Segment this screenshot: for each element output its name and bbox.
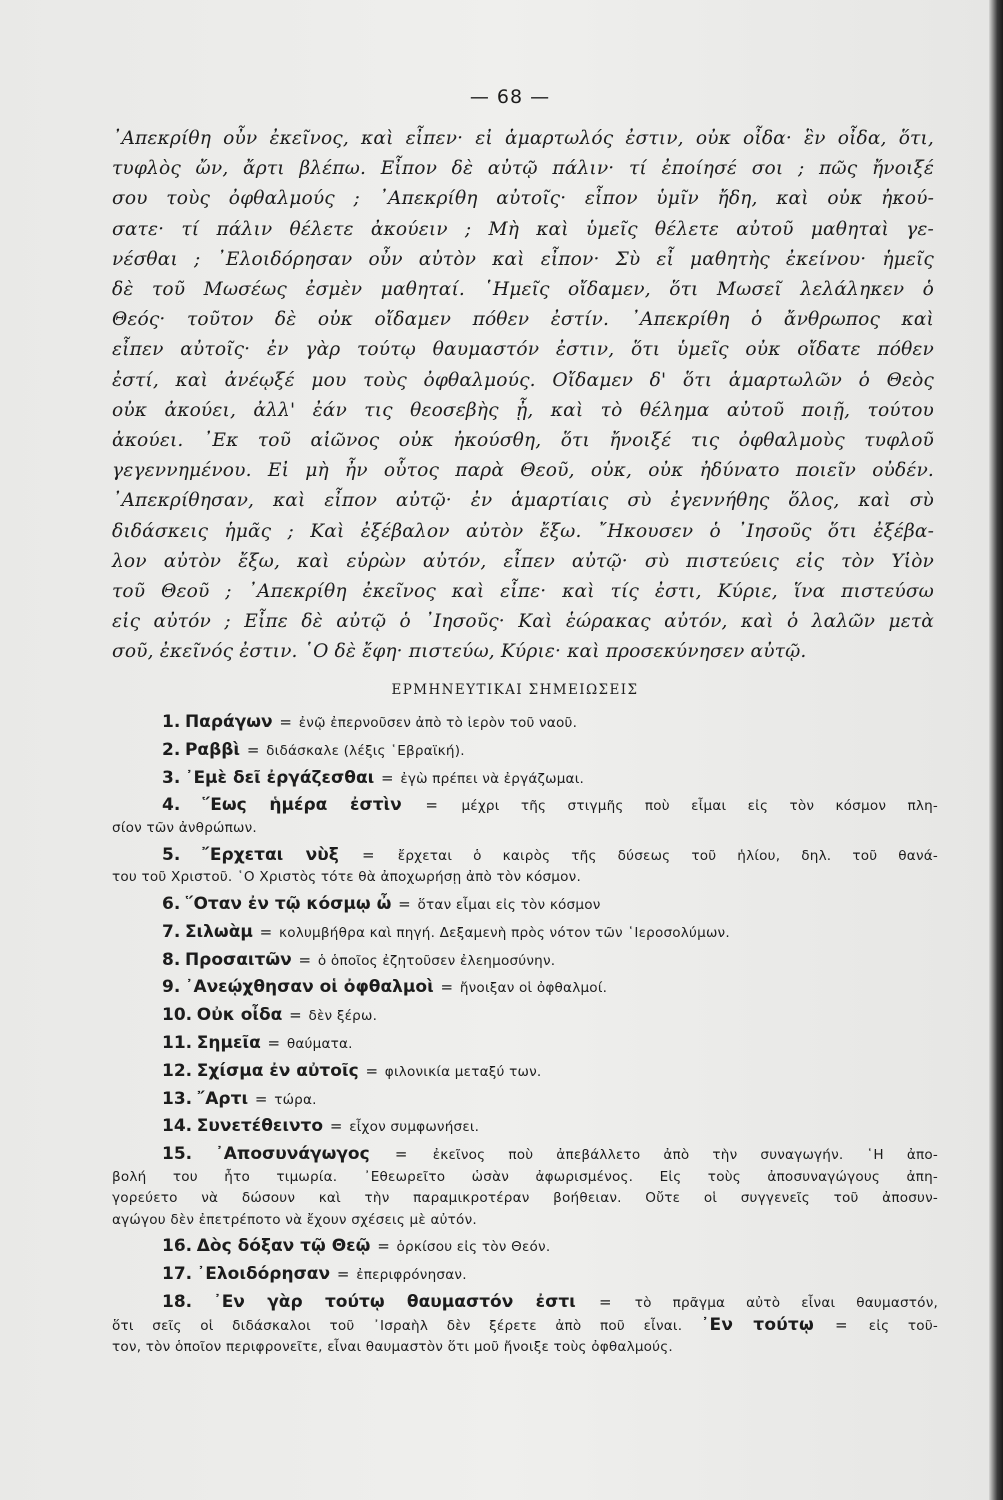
note-first-line [112, 845, 938, 868]
note-continuation-line [112, 1315, 938, 1338]
note-definition: διδάσκαλε (λέξις ῾Εβραϊκή). [266, 742, 465, 759]
note-term: Σιλωὰμ [184, 921, 253, 942]
equals-sign: = [332, 1265, 355, 1284]
note-item [112, 845, 938, 889]
note-term: ῎Αρτι [196, 1088, 249, 1109]
note-first-line [112, 922, 938, 945]
note-item [112, 1264, 938, 1287]
note-item [112, 740, 938, 763]
note-term: ᾿Αποσυνάγωγος [215, 1144, 370, 1165]
note-definition: ἐκεῖνος ποὺ ἀπεβάλλετο ἀπὸ τὴν συναγωγήν. ῾Η ἀπο- [432, 1147, 938, 1164]
note-first-line [112, 1089, 938, 1112]
passage-line: Θεός· τοῦτον δὲ οὐκ οἴδαμεν πόθεν ἐστίν. ᾿Απεκρίθη ὁ ἄνθρωπος καὶ [112, 309, 934, 331]
equals-sign: = [262, 1033, 285, 1052]
note-number: 11. [162, 1032, 193, 1053]
note-item [112, 1144, 938, 1231]
passage-line: ᾿Απεκρίθη οὖν ἐκεῖνος, καὶ εἶπεν· εἰ ἁμαρτωλός ἐστιν, οὐκ οἶδα· ἓν οἶδα, ὅτι, [112, 128, 934, 149]
note-number: 5. [162, 844, 181, 865]
note-first-line [112, 1116, 938, 1139]
note-number: 4. [162, 795, 181, 816]
note-term: Προσαιτῶν [184, 949, 292, 970]
note-term: Οὐκ οἶδα [196, 1005, 283, 1026]
passage-line: εἰς αὐτόν ; Εἶπε δὲ αὐτῷ ὁ ᾿Ιησοῦς· Καὶ ἑώρακας αὐτόν, καὶ ὁ λαλῶν μετὰ [112, 611, 934, 633]
equals-sign: = [577, 1293, 633, 1312]
equals-sign: = [372, 1237, 395, 1256]
note-first-line [112, 1264, 938, 1287]
note-number: 7. [162, 921, 181, 942]
page-binding-edge [989, 0, 1003, 1500]
equals-sign: = [250, 1089, 273, 1108]
note-continuation-line: τον, τὸν ὁποῖον περιφρονεῖτε, εἶναι θαυμαστὸν ὅτι μοῦ ἤνοιξε τοὺς ὀφθαλμούς. [112, 1339, 673, 1356]
note-first-line [112, 1144, 938, 1167]
note-definition: τώρα. [274, 1091, 317, 1108]
note-definition: ἔρχεται ὁ καιρὸς τῆς δύσεως τοῦ ἡλίου, δηλ. τοῦ θανά- [397, 847, 939, 864]
note-item [112, 1116, 938, 1139]
note-definition: ἤνοιξαν οἱ ὀφθαλμοί. [459, 980, 608, 997]
note-number: 6. [162, 893, 181, 914]
note-definition: ὁ ὁποῖος ἐζητοῦσεν ἐλεημοσύνην. [317, 952, 556, 969]
note-first-line [112, 1033, 938, 1056]
main-passage [112, 124, 934, 668]
equals-sign: = [254, 922, 278, 941]
note-item [112, 768, 938, 791]
note-subdefinition: εἰς τοῦ- [868, 1317, 938, 1334]
note-continuation-line: του τοῦ Χριστοῦ. ῾Ο Χριστὸς τότε θὰ ἀποχωρήσῃ ἀπὸ τὸν κόσμον. [112, 869, 581, 886]
note-definition: τὸ πρᾶγμα αὐτὸ εἶναι θαυμαστόν, [634, 1295, 939, 1312]
passage-line: γεγεννημένου. Εἰ μὴ ἦν οὗτος παρὰ Θεοῦ, οὐκ, οὐκ ἠδύνατο ποιεῖν οὐδέν. [112, 460, 934, 482]
equals-sign: = [393, 894, 416, 913]
equals-sign: = [360, 1061, 383, 1080]
note-continuation-line: σίον τῶν ἀνθρώπων. [112, 819, 257, 836]
equals-sign: = [435, 978, 458, 997]
note-number: 16. [162, 1236, 193, 1257]
note-definition: ἐπεριφρόνησαν. [356, 1267, 467, 1284]
note-item [112, 712, 938, 735]
note-number: 2. [162, 739, 181, 760]
note-item [112, 1292, 938, 1359]
passage-line: ᾿Απεκρίθησαν, καὶ εἶπον αὐτῷ· ἐν ἁμαρτίαις σὺ ἐγεννήθης ὅλος, καὶ σὺ [112, 490, 934, 512]
passage-line: σου τοὺς ὀφθαλμούς ; ᾿Απεκρίθη αὐτοῖς· εἶπον ὑμῖν ἤδη, καὶ οὐκ ἠκού- [112, 188, 934, 210]
note-item [112, 1033, 938, 1056]
note-first-line [112, 795, 938, 818]
note-term: ῞Οταν ἐν τῷ κόσμῳ ὦ [184, 893, 392, 914]
equals-sign: = [325, 1117, 348, 1136]
note-definition: φιλονικία μεταξύ των. [384, 1063, 542, 1080]
note-item [112, 950, 938, 973]
note-number: 13. [162, 1088, 193, 1109]
note-item [112, 977, 938, 1000]
note-definition: κολυμβήθρα καὶ πηγή. Δεξαμενὴ πρὸς νότον τῶν ῾Ιεροσολύμων. [279, 924, 730, 941]
note-first-line [112, 977, 938, 1000]
note-number: 14. [162, 1116, 193, 1137]
note-term: ᾿Ελοιδόρησαν [196, 1264, 331, 1285]
passage-line: δὲ τοῦ Μωσέως ἐσμὲν μαθηταί. ῾Ημεῖς οἴδαμεν, ὅτι Μωσεῖ λελάληκεν ὁ [112, 279, 934, 301]
note-item [112, 795, 938, 839]
passage-line: ἀκούει. ᾿Εκ τοῦ αἰῶνος οὐκ ἠκούσθη, ὅτι ἤνοιξέ τις ὀφθαλμοὺς τυφλοῦ [112, 430, 934, 452]
equals-sign: = [340, 845, 396, 864]
equals-sign: = [371, 1145, 431, 1164]
passage-line: λον αὐτὸν ἔξω, καὶ εὑρὼν αὐτόν, εἶπεν αὐτῷ· σὺ πιστεύεις εἰς τὸν Υἱὸν [112, 550, 934, 572]
note-definition: εἶχον συμφωνήσει. [349, 1119, 480, 1136]
passage-line: διδάσκεις ἡμᾶς ; Καὶ ἐξέβαλον αὐτὸν ἔξω. ῎Ηκουσεν ὁ ᾿Ιησοῦς ὅτι ἐξέβα- [112, 520, 934, 542]
note-number: 3. [162, 767, 181, 788]
note-term: Ραββὶ [184, 739, 241, 760]
equals-sign: = [242, 740, 265, 759]
note-first-line [112, 950, 938, 973]
note-item [112, 1236, 938, 1259]
passage-line: τυφλὸς ὤν, ἄρτι βλέπω. Εἶπον δὲ αὐτῷ πάλιν· τί ἐποίησέ σοι ; πῶς ἤνοιξέ [112, 158, 934, 180]
note-continuation-line: γορεύετο νὰ δώσουν καὶ τὴν παραμικροτέραν βοήθειαν. Οὔτε οἱ συγγενεῖς τοῦ ἀποσυν- [112, 1190, 938, 1207]
note-term: ῎Ερχεται νὺξ [201, 844, 339, 865]
note-number: 18. [162, 1292, 193, 1313]
note-number: 12. [162, 1060, 193, 1081]
note-first-line [112, 1061, 938, 1084]
note-number: 1. [162, 712, 181, 732]
note-term: Σημεῖα [196, 1032, 261, 1053]
passage-line: σατε· τί πάλιν θέλετε ἀκούειν ; Μὴ καὶ ὑμεῖς θέλετε αὐτοῦ μαθηταὶ γε- [112, 218, 934, 240]
note-subterm: ᾿Εν τούτῳ [700, 1314, 814, 1335]
note-continuation-line: αγώγου δὲν ἐπετρέποτο νὰ ἔχουν σχέσεις μὲ αὐτόν. [112, 1211, 477, 1228]
note-definition: ὅταν εἶμαι εἰς τὸν κόσμον [417, 896, 601, 913]
equals-sign: = [284, 1006, 307, 1025]
note-number: 10. [162, 1005, 193, 1026]
note-definition: θαύματα. [286, 1035, 353, 1052]
notes-heading: ΕΡΜΗΝΕΥΤΙΚΑΙ ΣΗΜΕΙΩΣΕΙΣ [391, 682, 639, 698]
note-item [112, 1089, 938, 1112]
note-first-line [112, 1005, 938, 1028]
equals-sign: = [815, 1315, 867, 1334]
note-item [112, 894, 938, 917]
passage-line: σοῦ, ἐκεῖνός ἐστιν. ῾Ο δὲ ἔφη· πιστεύω, Κύριε· καὶ προσεκύνησεν αὐτῷ. [112, 641, 807, 663]
note-definition: ἐνῷ ἐπερνοῦσεν ἀπὸ τὸ ἱερὸν τοῦ ναοῦ. [298, 715, 578, 731]
passage-line: οὐκ ἀκούει, ἀλλ' ἐάν τις θεοσεβὴς ᾖ, καὶ τὸ θέλημα αὐτοῦ ποιῇ, τούτου [112, 399, 934, 421]
note-first-line [112, 1236, 938, 1259]
note-first-line [112, 740, 938, 763]
equals-sign: = [274, 713, 297, 731]
note-item [112, 1061, 938, 1084]
note-number: 17. [162, 1264, 193, 1285]
note-term: Παράγων [184, 712, 273, 732]
note-continuation-line: βολή του ἦτο τιμωρία. ᾿Εθεωρεῖτο ὡσὰν ἀφωρισμένος. Εἰς τοὺς ἀποσυναγώγους ἀπη- [112, 1168, 938, 1185]
note-term: ᾿Εμὲ δεῖ ἐργάζεσθαι [184, 767, 375, 788]
note-definition: μέχρι τῆς στιγμῆς ποὺ εἶμαι εἰς τὸν κόσμον πλη- [461, 798, 938, 815]
note-term: Συνετέθειντο [196, 1116, 324, 1137]
note-term: Σχίσμα ἐν αὐτοῖς [196, 1060, 359, 1081]
page-number: — 68 — [469, 86, 551, 108]
note-first-line [112, 894, 938, 917]
note-item [112, 1005, 938, 1028]
equals-sign: = [376, 768, 399, 787]
note-definition: δὲν ξέρω. [308, 1008, 378, 1025]
passage-line: εἶπεν αὐτοῖς· ἐν γὰρ τούτῳ θαυμαστόν ἐστιν, ὅτι ὑμεῖς οὐκ οἴδατε πόθεν [112, 339, 934, 361]
equals-sign: = [293, 950, 316, 969]
note-term: ῞Εως ἡμέρα ἐστὶν [201, 795, 402, 816]
passage-line: τοῦ Θεοῦ ; ᾿Απεκρίθη ἐκεῖνος καὶ εἶπε· καὶ τίς ἐστι, Κύριε, ἵνα πιστεύσω [112, 581, 934, 603]
note-first-line [112, 1292, 938, 1315]
note-continuation-text: ὅτι σεῖς οἱ διδάσκαλοι τοῦ ᾿Ισραὴλ δὲν ξέρετε ἀπὸ ποῦ εἶναι. [112, 1317, 683, 1334]
note-term: ᾿Ανεῴχθησαν οἱ ὀφθαλμοὶ [184, 977, 434, 998]
note-term: Δὸς δόξαν τῷ Θεῷ [196, 1236, 371, 1257]
passage-line: νέσθαι ; ᾿Ελοιδόρησαν οὖν αὐτὸν καὶ εἶπον· Σὺ εἶ μαθητὴς ἐκείνου· ἡμεῖς [112, 248, 934, 270]
note-number: 15. [162, 1144, 193, 1165]
note-number: 9. [162, 977, 181, 998]
note-definition: ἐγὼ πρέπει νὰ ἐργάζωμαι. [400, 770, 585, 787]
note-number: 8. [162, 949, 181, 970]
explanatory-notes-list [112, 712, 938, 1364]
note-first-line [112, 768, 938, 791]
note-definition: ὁρκίσου εἰς τὸν Θεόν. [396, 1239, 551, 1256]
equals-sign: = [403, 796, 460, 815]
note-item [112, 922, 938, 945]
passage-line: ἐστί, καὶ ἀνέῳξέ μου τοὺς ὀφθαλμούς. Οἴδαμεν δ' ὅτι ἁμαρτωλῶν ὁ Θεὸς [112, 369, 934, 391]
note-term: ᾿Εν γὰρ τούτῳ θαυμαστόν ἐστι [213, 1292, 576, 1313]
note-first-line [112, 712, 938, 735]
